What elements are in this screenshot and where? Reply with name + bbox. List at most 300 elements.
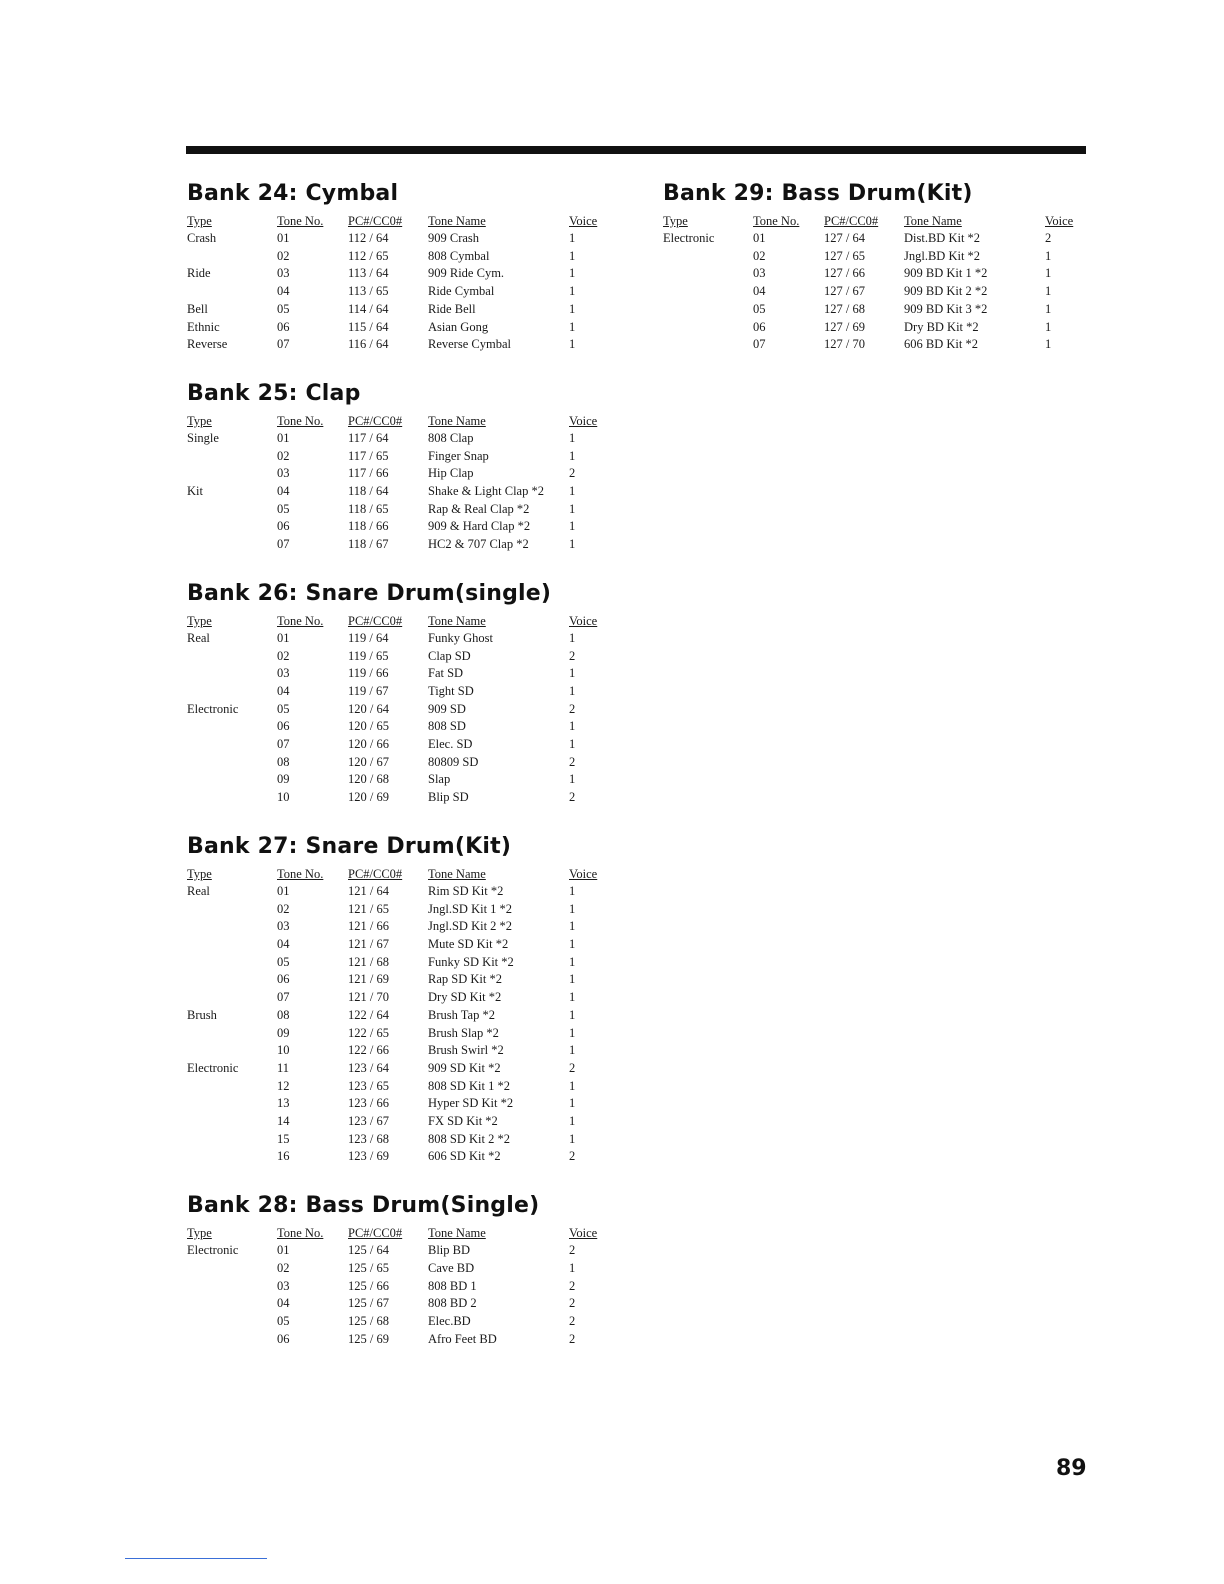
cell-type	[187, 1078, 277, 1096]
cell-type: Electronic	[663, 231, 715, 245]
cell-type	[187, 971, 277, 989]
cell-type	[187, 1042, 277, 1060]
cell-tone-no: 08	[277, 754, 290, 769]
cell-voice: 1	[569, 901, 576, 916]
cell-tone-name: Funky SD Kit *2	[428, 954, 514, 969]
cell-tone-no: 03	[277, 466, 290, 481]
cell-voice: 1	[569, 1025, 576, 1040]
cell-type	[187, 248, 277, 266]
cell-type	[187, 1331, 277, 1349]
cell-voice: 1	[569, 1114, 576, 1129]
cell-tone-no: 06	[277, 519, 290, 534]
cell-voice: 2	[569, 1278, 576, 1293]
bank-section-bank-29	[663, 180, 1093, 354]
column-header-pc-cc0: PC#/CC0#	[348, 214, 403, 228]
cell-tone-no: 12	[277, 1078, 290, 1093]
cell-type	[187, 789, 277, 807]
cell-pc-cc0: 125 / 64	[348, 1243, 389, 1258]
tone-table	[663, 212, 1085, 354]
table-header-row	[187, 412, 609, 430]
cell-tone-no: 06	[753, 319, 766, 334]
table-row	[187, 1131, 609, 1149]
cell-pc-cc0: 118 / 65	[348, 501, 389, 516]
cell-type	[187, 1295, 277, 1313]
cell-voice: 1	[1045, 248, 1052, 263]
cell-pc-cc0: 120 / 68	[348, 772, 389, 787]
cell-tone-name: 909 BD Kit 2 *2	[904, 284, 988, 299]
cell-tone-name: Reverse Cymbal	[428, 337, 511, 352]
column-header-tone-no: Tone No.	[277, 1226, 324, 1241]
cell-pc-cc0: 117 / 66	[348, 466, 389, 481]
cell-tone-no: 05	[277, 701, 290, 716]
cell-tone-no: 07	[277, 537, 290, 552]
cell-tone-no: 01	[277, 231, 290, 245]
cell-tone-no: 04	[277, 1296, 290, 1311]
cell-type: Electronic	[187, 1060, 239, 1075]
cell-voice: 1	[1045, 301, 1052, 316]
cell-tone-name: Mute SD Kit *2	[428, 936, 509, 951]
cell-tone-no: 07	[277, 337, 290, 352]
cell-voice: 1	[569, 883, 576, 898]
cell-voice: 1	[569, 719, 576, 734]
cell-voice: 1	[569, 301, 576, 316]
cell-tone-no: 11	[277, 1060, 290, 1075]
table-row	[187, 718, 609, 736]
column-header-tone-name: Tone Name	[428, 866, 486, 881]
cell-tone-name: Fat SD	[428, 666, 464, 681]
cell-tone-no: 10	[277, 1043, 290, 1058]
page-number: 89	[1056, 1456, 1087, 1481]
cell-voice: 1	[569, 519, 576, 534]
cell-type: Electronic	[187, 701, 239, 716]
cell-pc-cc0: 118 / 66	[348, 519, 389, 534]
cell-tone-name: 80809 SD	[428, 754, 479, 769]
cell-tone-name: 909 BD Kit 3 *2	[904, 301, 988, 316]
cell-tone-name: Dist.BD Kit *2	[904, 231, 981, 245]
cell-type: Real	[187, 883, 210, 898]
cell-pc-cc0: 121 / 68	[348, 954, 389, 969]
cell-tone-no: 06	[277, 719, 290, 734]
cell-type	[187, 1313, 277, 1331]
cell-type	[187, 683, 277, 701]
cell-tone-name: Dry SD Kit *2	[428, 990, 502, 1005]
column-header-type: Type	[187, 1226, 212, 1241]
cell-pc-cc0: 123 / 67	[348, 1114, 389, 1129]
cell-pc-cc0: 123 / 68	[348, 1131, 389, 1146]
header-rule	[186, 146, 1086, 154]
cell-voice: 2	[1045, 231, 1052, 245]
cell-tone-name: Finger Snap	[428, 448, 489, 463]
bank-section-bank-27	[187, 833, 617, 1166]
cell-type: Crash	[187, 231, 217, 245]
cell-type	[187, 1260, 277, 1278]
table-header-row	[663, 212, 1085, 230]
table-row	[663, 265, 1085, 283]
cell-tone-name: Blip BD	[428, 1243, 471, 1258]
cell-type	[663, 301, 753, 319]
column-header-voice: Voice	[569, 214, 598, 228]
column-header-pc-cc0: PC#/CC0#	[348, 613, 403, 628]
cell-tone-name: FX SD Kit *2	[428, 1114, 498, 1129]
cell-voice: 1	[569, 484, 576, 499]
table-header-row	[187, 865, 609, 883]
table-row	[187, 954, 609, 972]
cell-voice: 2	[569, 754, 576, 769]
cell-voice: 2	[569, 701, 576, 716]
table-row	[187, 701, 609, 719]
cell-voice: 2	[569, 1331, 576, 1346]
cell-type: Ride	[187, 266, 211, 281]
cell-pc-cc0: 123 / 66	[348, 1096, 389, 1111]
cell-type	[187, 1148, 277, 1166]
column-header-voice: Voice	[569, 866, 598, 881]
cell-pc-cc0: 121 / 64	[348, 883, 389, 898]
cell-type: Ethnic	[187, 319, 220, 334]
cell-voice: 1	[569, 501, 576, 516]
cell-tone-name: Dry BD Kit *2	[904, 319, 979, 334]
cell-tone-no: 14	[277, 1114, 290, 1129]
table-row	[187, 971, 609, 989]
table-row	[187, 1242, 609, 1260]
bank-section-bank-26	[187, 580, 617, 807]
table-row	[663, 283, 1085, 301]
cell-tone-name: 808 Cymbal	[428, 248, 490, 263]
table-row	[663, 248, 1085, 266]
cell-type	[187, 536, 277, 554]
cell-pc-cc0: 122 / 66	[348, 1043, 389, 1058]
cell-pc-cc0: 125 / 65	[348, 1260, 389, 1275]
table-row	[187, 936, 609, 954]
cell-tone-no: 02	[753, 248, 766, 263]
cell-type: Reverse	[187, 337, 228, 352]
cell-pc-cc0: 127 / 67	[824, 284, 865, 299]
cell-tone-name: 909 & Hard Clap *2	[428, 519, 531, 534]
cell-pc-cc0: 112 / 64	[348, 231, 389, 245]
table-row	[663, 301, 1085, 319]
cell-tone-name: Ride Bell	[428, 301, 476, 316]
cell-type: Electronic	[187, 1243, 239, 1258]
cell-voice: 1	[1045, 266, 1052, 281]
column-header-voice: Voice	[569, 413, 598, 428]
table-row	[187, 501, 609, 519]
cell-voice: 1	[569, 319, 576, 334]
column-header-pc-cc0: PC#/CC0#	[348, 866, 403, 881]
cell-tone-no: 07	[753, 337, 766, 352]
bank-section-bank-24	[187, 180, 617, 354]
cell-tone-name: Brush Tap *2	[428, 1007, 495, 1022]
cell-type: Bell	[187, 301, 208, 316]
cell-tone-no: 04	[277, 936, 290, 951]
cell-pc-cc0: 122 / 65	[348, 1025, 389, 1040]
cell-type	[187, 718, 277, 736]
cell-pc-cc0: 127 / 65	[824, 248, 865, 263]
table-row	[663, 319, 1085, 337]
cell-voice: 1	[1045, 337, 1052, 352]
cell-type	[187, 936, 277, 954]
cell-type: Real	[187, 630, 210, 645]
cell-pc-cc0: 121 / 66	[348, 919, 389, 934]
table-row	[187, 754, 609, 772]
table-header-row	[187, 612, 609, 630]
column-header-tone-name: Tone Name	[428, 613, 486, 628]
cell-type	[187, 1278, 277, 1296]
table-row	[187, 1095, 609, 1113]
column-header-tone-no: Tone No.	[277, 214, 324, 228]
cell-voice: 1	[569, 1078, 576, 1093]
cell-tone-name: 808 SD Kit 1 *2	[428, 1078, 510, 1093]
table-row	[187, 319, 609, 337]
cell-tone-name: Asian Gong	[428, 319, 489, 334]
cell-tone-name: 808 SD Kit 2 *2	[428, 1131, 510, 1146]
cell-tone-no: 02	[277, 248, 290, 263]
cell-pc-cc0: 118 / 64	[348, 484, 389, 499]
table-row	[187, 1007, 609, 1025]
table-row	[187, 630, 609, 648]
cell-tone-no: 05	[753, 301, 766, 316]
table-row	[187, 336, 609, 354]
table-row	[663, 336, 1085, 354]
cell-type	[187, 754, 277, 772]
table-row	[187, 536, 609, 554]
column-header-pc-cc0: PC#/CC0#	[824, 214, 879, 228]
column-header-type: Type	[187, 214, 212, 228]
cell-tone-name: 808 BD 1	[428, 1278, 477, 1293]
cell-voice: 1	[569, 537, 576, 552]
cell-tone-name: 808 SD	[428, 719, 466, 734]
cell-type	[187, 918, 277, 936]
cell-tone-no: 09	[277, 1025, 290, 1040]
cell-tone-no: 13	[277, 1096, 290, 1111]
table-row	[187, 683, 609, 701]
cell-pc-cc0: 121 / 69	[348, 972, 389, 987]
cell-tone-no: 03	[277, 266, 290, 281]
cell-tone-name: Jngl.BD Kit *2	[904, 248, 981, 263]
cell-pc-cc0: 118 / 67	[348, 537, 389, 552]
cell-tone-no: 03	[277, 1278, 290, 1293]
cell-voice: 1	[569, 936, 576, 951]
table-row	[187, 265, 609, 283]
cell-voice: 1	[569, 683, 576, 698]
cell-tone-name: 808 BD 2	[428, 1296, 477, 1311]
table-row	[187, 248, 609, 266]
cell-voice: 1	[569, 990, 576, 1005]
column-header-voice: Voice	[1045, 214, 1074, 228]
cell-voice: 1	[569, 630, 576, 645]
cell-tone-no: 02	[277, 901, 290, 916]
link-underline	[125, 1558, 267, 1559]
cell-tone-name: Clap SD	[428, 648, 471, 663]
column-header-tone-name: Tone Name	[904, 214, 962, 228]
cell-type	[187, 448, 277, 466]
cell-voice: 1	[569, 772, 576, 787]
cell-type	[187, 1095, 277, 1113]
column-header-voice: Voice	[569, 1226, 598, 1241]
cell-pc-cc0: 127 / 68	[824, 301, 865, 316]
cell-tone-no: 04	[277, 484, 290, 499]
cell-tone-no: 04	[753, 284, 766, 299]
cell-voice: 2	[569, 1060, 576, 1075]
right-column	[663, 180, 1093, 380]
cell-type	[187, 648, 277, 666]
cell-tone-name: 606 SD Kit *2	[428, 1149, 501, 1164]
table-row	[187, 771, 609, 789]
cell-tone-no: 03	[277, 666, 290, 681]
table-row	[187, 1042, 609, 1060]
cell-tone-no: 02	[277, 1260, 290, 1275]
cell-pc-cc0: 127 / 64	[824, 231, 865, 245]
tone-table	[187, 865, 609, 1166]
cell-voice: 2	[569, 1243, 576, 1258]
cell-pc-cc0: 125 / 68	[348, 1313, 389, 1328]
cell-tone-name: Blip SD	[428, 790, 469, 805]
cell-tone-no: 07	[277, 737, 290, 752]
cell-tone-name: Brush Swirl *2	[428, 1043, 504, 1058]
cell-tone-no: 09	[277, 772, 290, 787]
cell-tone-name: Afro Feet BD	[428, 1331, 497, 1346]
column-header-tone-name: Tone Name	[428, 413, 486, 428]
table-row	[187, 1260, 609, 1278]
table-row	[187, 301, 609, 319]
table-header-row	[187, 1224, 609, 1242]
table-row	[187, 736, 609, 754]
table-row	[187, 989, 609, 1007]
cell-voice: 1	[569, 448, 576, 463]
cell-pc-cc0: 112 / 65	[348, 248, 389, 263]
cell-pc-cc0: 121 / 65	[348, 901, 389, 916]
table-row	[187, 283, 609, 301]
cell-tone-no: 08	[277, 1007, 290, 1022]
table-row	[187, 518, 609, 536]
cell-tone-no: 15	[277, 1131, 290, 1146]
cell-pc-cc0: 127 / 66	[824, 266, 865, 281]
column-header-type: Type	[187, 866, 212, 881]
cell-tone-name: Rim SD Kit *2	[428, 883, 504, 898]
cell-pc-cc0: 115 / 64	[348, 319, 389, 334]
bank-title: Bank 26: Snare Drum(single)	[187, 580, 552, 606]
cell-pc-cc0: 123 / 64	[348, 1060, 389, 1075]
table-row	[187, 1295, 609, 1313]
cell-voice: 1	[569, 284, 576, 299]
cell-tone-no: 05	[277, 1313, 290, 1328]
cell-tone-no: 01	[277, 430, 290, 445]
cell-voice: 1	[569, 666, 576, 681]
cell-voice: 2	[569, 790, 576, 805]
cell-tone-no: 05	[277, 301, 290, 316]
cell-pc-cc0: 121 / 67	[348, 936, 389, 951]
cell-type	[663, 248, 753, 266]
table-row	[187, 918, 609, 936]
cell-tone-name: 909 SD	[428, 701, 466, 716]
cell-type	[187, 1131, 277, 1149]
cell-tone-name: Slap	[428, 772, 451, 787]
cell-tone-no: 02	[277, 648, 290, 663]
cell-voice: 1	[569, 954, 576, 969]
cell-tone-name: Jngl.SD Kit 2 *2	[428, 919, 513, 934]
cell-type: Single	[187, 430, 219, 445]
column-header-tone-no: Tone No.	[277, 866, 324, 881]
cell-tone-name: 909 SD Kit *2	[428, 1060, 501, 1075]
cell-voice: 1	[569, 1043, 576, 1058]
cell-tone-name: Elec. SD	[428, 737, 473, 752]
cell-pc-cc0: 120 / 66	[348, 737, 389, 752]
table-row	[187, 883, 609, 901]
cell-pc-cc0: 117 / 65	[348, 448, 389, 463]
cell-voice: 1	[569, 231, 576, 245]
cell-tone-no: 01	[277, 883, 290, 898]
cell-voice: 1	[569, 737, 576, 752]
cell-tone-no: 06	[277, 319, 290, 334]
cell-tone-name: Hip Clap	[428, 466, 474, 481]
cell-type	[187, 283, 277, 301]
tone-table	[187, 612, 609, 807]
cell-pc-cc0: 119 / 65	[348, 648, 389, 663]
cell-tone-name: Elec.BD	[428, 1313, 471, 1328]
table-row	[187, 430, 609, 448]
cell-tone-no: 04	[277, 683, 290, 698]
cell-pc-cc0: 125 / 66	[348, 1278, 389, 1293]
table-row	[187, 1148, 609, 1166]
cell-voice: 2	[569, 1149, 576, 1164]
tone-table	[187, 412, 609, 554]
table-row	[187, 1313, 609, 1331]
cell-type	[187, 771, 277, 789]
cell-tone-name: Hyper SD Kit *2	[428, 1096, 514, 1111]
table-row	[187, 789, 609, 807]
cell-pc-cc0: 123 / 65	[348, 1078, 389, 1093]
table-row	[187, 901, 609, 919]
cell-pc-cc0: 113 / 64	[348, 266, 389, 281]
table-row	[187, 1278, 609, 1296]
cell-type	[663, 336, 753, 354]
tone-table	[187, 212, 609, 354]
column-header-tone-no: Tone No.	[277, 613, 324, 628]
cell-tone-name: 909 Crash	[428, 231, 480, 245]
cell-tone-no: 10	[277, 790, 290, 805]
cell-pc-cc0: 119 / 67	[348, 683, 389, 698]
cell-type: Brush	[187, 1007, 217, 1022]
column-header-tone-name: Tone Name	[428, 214, 486, 228]
cell-tone-no: 03	[753, 266, 766, 281]
cell-tone-no: 05	[277, 954, 290, 969]
cell-pc-cc0: 121 / 70	[348, 990, 389, 1005]
cell-type: Kit	[187, 484, 203, 499]
cell-tone-name: HC2 & 707 Clap *2	[428, 537, 529, 552]
tone-table	[187, 1224, 609, 1348]
cell-tone-no: 02	[277, 448, 290, 463]
cell-pc-cc0: 120 / 65	[348, 719, 389, 734]
cell-voice: 1	[1045, 284, 1052, 299]
cell-voice: 1	[1045, 319, 1052, 334]
cell-voice: 1	[569, 972, 576, 987]
cell-type	[187, 465, 277, 483]
table-row	[187, 648, 609, 666]
cell-voice: 2	[569, 648, 576, 663]
cell-tone-name: 909 Ride Cym.	[428, 266, 505, 281]
table-row	[187, 1331, 609, 1349]
cell-tone-no: 06	[277, 1331, 290, 1346]
cell-tone-no: 04	[277, 284, 290, 299]
cell-tone-no: 05	[277, 501, 290, 516]
cell-pc-cc0: 123 / 69	[348, 1149, 389, 1164]
cell-type	[187, 501, 277, 519]
cell-pc-cc0: 120 / 69	[348, 790, 389, 805]
cell-tone-no: 07	[277, 990, 290, 1005]
cell-type	[663, 283, 753, 301]
cell-tone-name: Shake & Light Clap *2	[428, 484, 544, 499]
cell-pc-cc0: 125 / 69	[348, 1331, 389, 1346]
bank-title: Bank 29: Bass Drum(Kit)	[663, 181, 973, 206]
table-row	[187, 230, 609, 248]
